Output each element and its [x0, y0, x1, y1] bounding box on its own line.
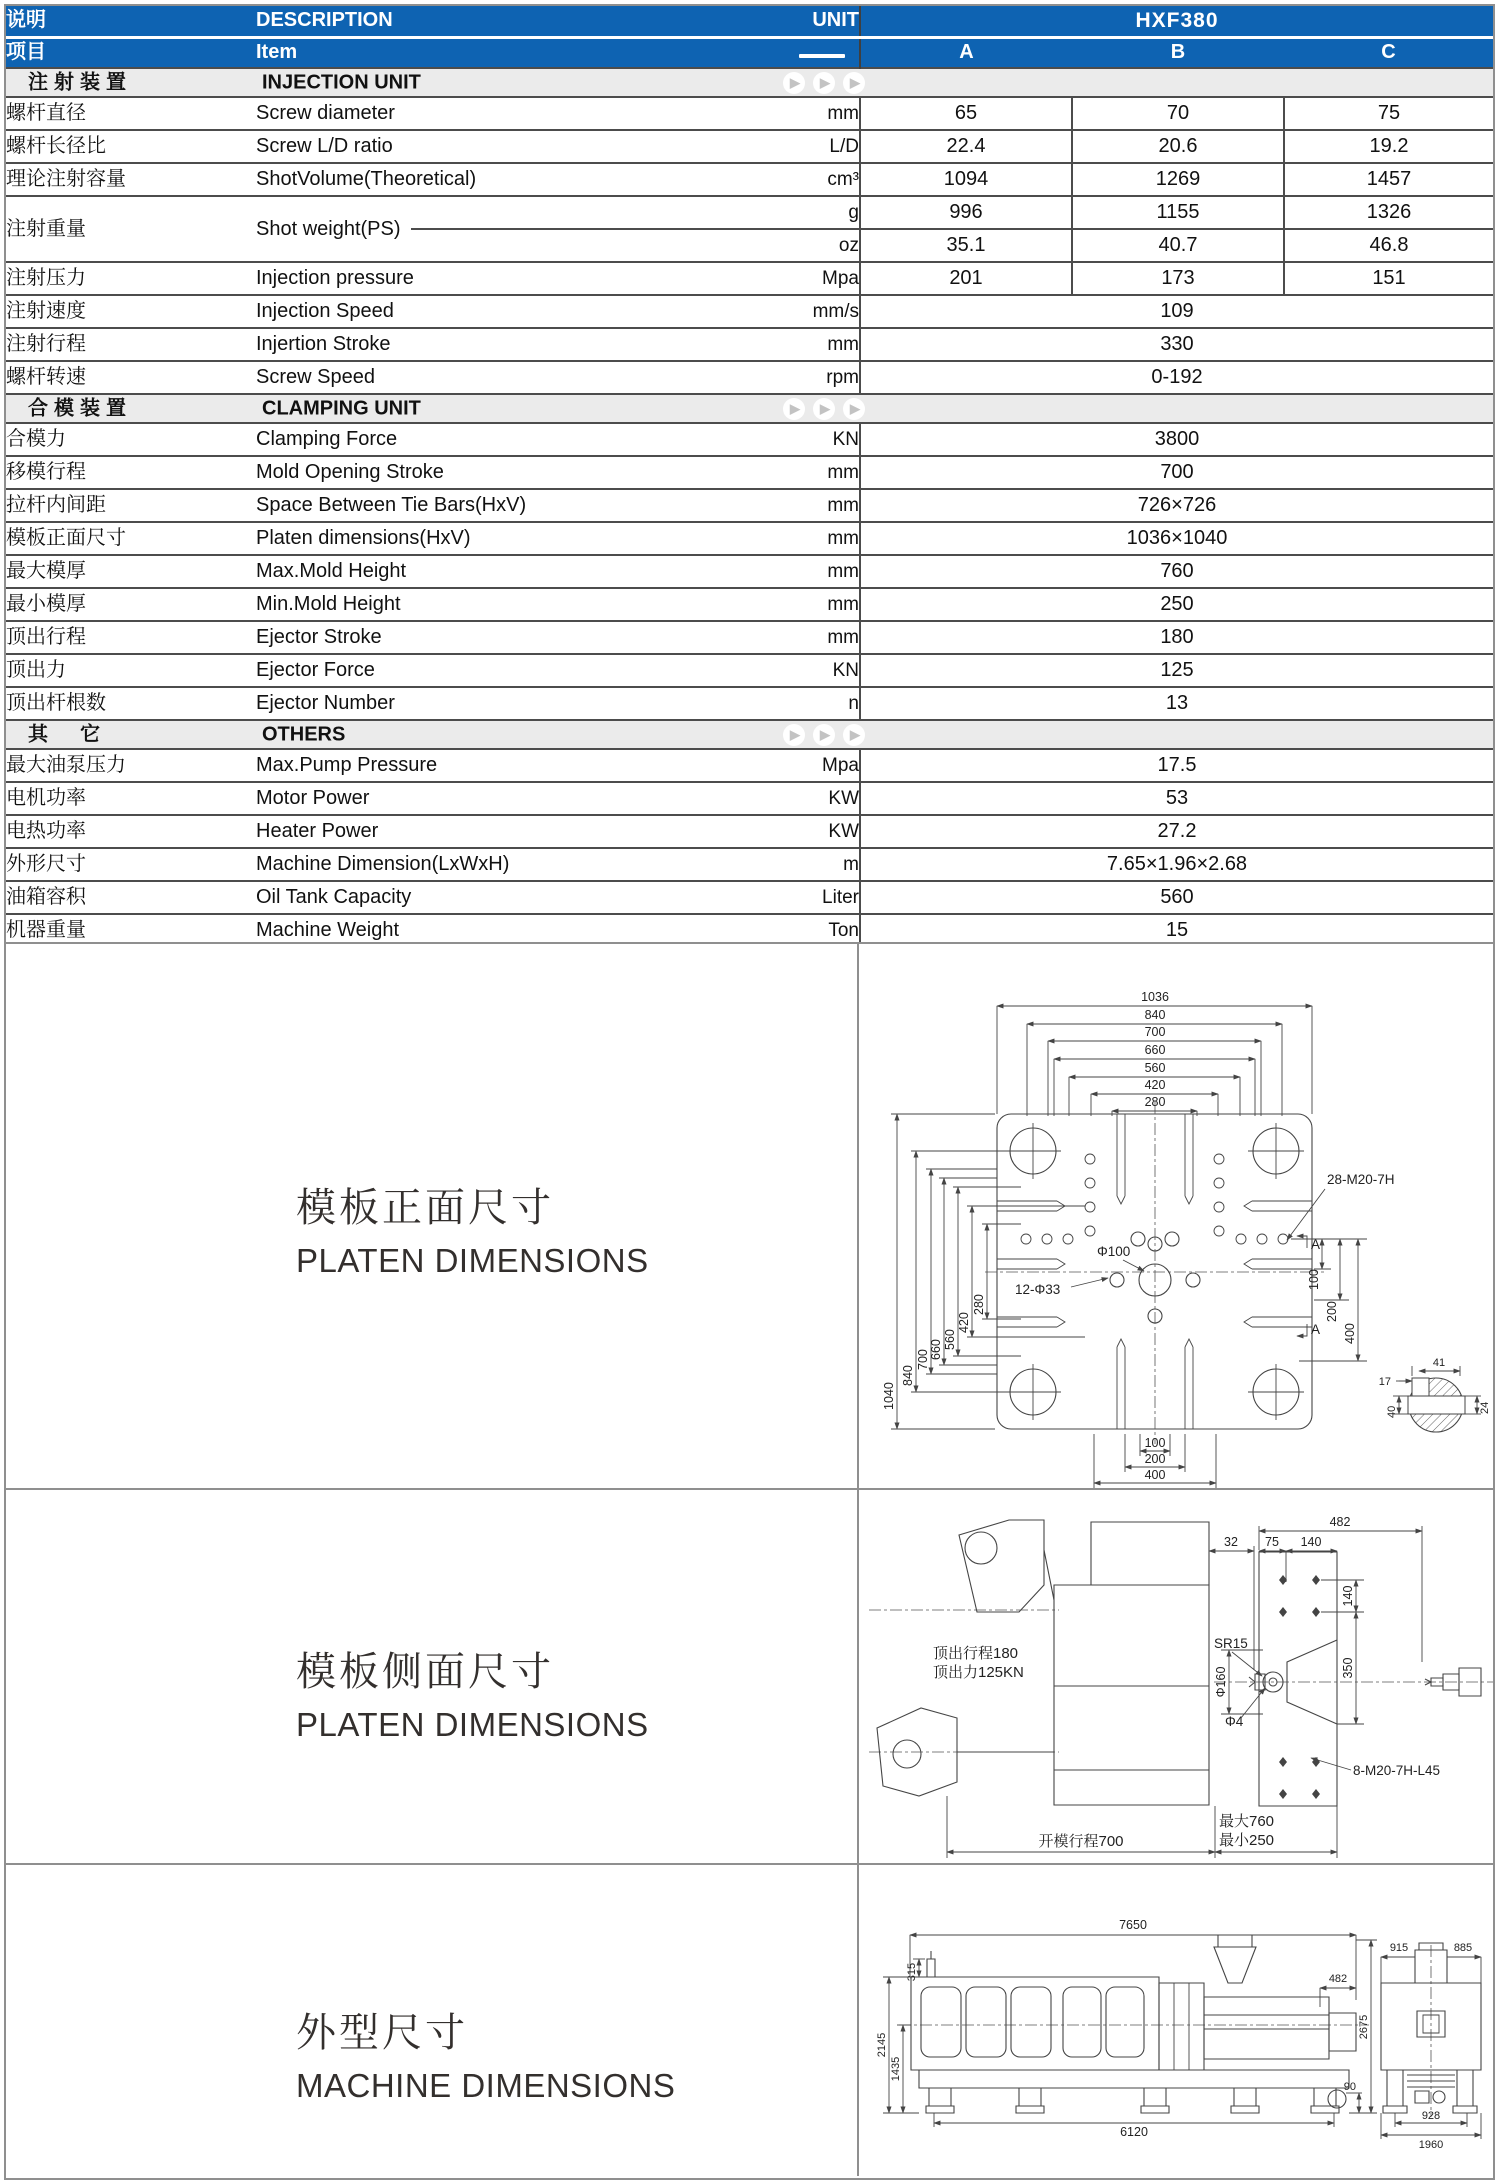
- section-chevrons: [783, 72, 865, 94]
- dim-right-100: 100: [1307, 1269, 1321, 1290]
- variant-b-header: B: [1072, 37, 1284, 68]
- table-row: [6, 489, 1493, 522]
- panel-title-cn: 模板正面尺寸: [296, 1186, 554, 1230]
- ejector-force-note: 顶出力125KN: [933, 1664, 1024, 1681]
- row-label-en: Ejector Stroke: [256, 621, 694, 654]
- dim-top-420: 420: [1144, 1078, 1166, 1092]
- value-cell-span: 7.65×1.96×2.68: [860, 848, 1493, 881]
- diagram-panels: [6, 942, 1493, 2176]
- table-row: [6, 262, 1493, 295]
- dim-left-560: 560: [943, 1329, 957, 1350]
- chevron-right-icon: ▶: [783, 724, 805, 746]
- value-cell-span: 3800: [860, 423, 1493, 456]
- row-label-en: Screw L/D ratio: [256, 130, 694, 163]
- panel-title-en: MACHINE DIMENSIONS: [296, 2067, 676, 2104]
- dim-482-side: 482: [1328, 1973, 1348, 1985]
- row-unit: KN: [694, 654, 860, 687]
- row-label-en: Motor Power: [256, 782, 694, 815]
- section-mark-a2: A: [1311, 1322, 1321, 1337]
- table-row: [6, 621, 1493, 654]
- panel-platen-side: [6, 1488, 1493, 1863]
- panel-title-cn: 外型尺寸: [296, 2011, 468, 2055]
- section-title-en: OTHERS: [262, 723, 346, 745]
- row-label-en: Injertion Stroke: [256, 328, 694, 361]
- platen-side-diagram: [859, 1490, 1493, 1865]
- row-label-cn: 注射压力: [6, 262, 256, 295]
- value-cell-c: 75: [1284, 97, 1493, 130]
- dim-6120: 6120: [1120, 2125, 1148, 2139]
- dim-left-660: 660: [929, 1339, 943, 1360]
- row-unit: mm: [694, 621, 860, 654]
- row-unit: m: [694, 848, 860, 881]
- row-label-cn: 顶出杆根数: [6, 687, 256, 720]
- table-row: [6, 588, 1493, 621]
- chevron-right-icon: ▶: [843, 398, 865, 420]
- header-row-1: [6, 6, 1493, 37]
- opening-stroke-note: 开模行程700: [1038, 1833, 1124, 1850]
- value-cell-span: 180: [860, 621, 1493, 654]
- table-row: [6, 749, 1493, 782]
- section-chevrons: [783, 398, 865, 420]
- table-row: [6, 522, 1493, 555]
- header-cn-label: 说明: [6, 6, 256, 37]
- section-title-cn: 其 它: [28, 723, 106, 745]
- row-label-cn: 合模力: [6, 423, 256, 456]
- value-cell-span: 13: [860, 687, 1493, 720]
- value-cell-a: 1094: [860, 163, 1072, 196]
- row-label-cn: 油箱容积: [6, 881, 256, 914]
- row-label-en: Max.Mold Height: [256, 555, 694, 588]
- table-row: [6, 555, 1493, 588]
- header-item-cn: 项目: [6, 37, 256, 68]
- value-cell-span: 125: [860, 654, 1493, 687]
- value-cell-c: 1326: [1284, 196, 1493, 229]
- dim-2675: 2675: [1358, 2014, 1370, 2040]
- dim-885: 885: [1453, 1942, 1473, 1954]
- chevron-right-icon: ▶: [843, 724, 865, 746]
- row-label-cn: 电机功率: [6, 782, 256, 815]
- value-cell-span: 330: [860, 328, 1493, 361]
- table-row: [6, 782, 1493, 815]
- section-chevrons: [783, 724, 865, 746]
- value-cell-span: 726×726: [860, 489, 1493, 522]
- chevron-right-icon: ▶: [813, 398, 835, 420]
- dim-75: 75: [1265, 1535, 1279, 1549]
- table-row: [6, 361, 1493, 394]
- row-unit: KW: [694, 782, 860, 815]
- row-label-en: Space Between Tie Bars(HxV): [256, 489, 694, 522]
- row-label-cn: 注射行程: [6, 328, 256, 361]
- section-row: [6, 394, 1493, 423]
- value-cell-span: 700: [860, 456, 1493, 489]
- row-unit: mm: [694, 97, 860, 130]
- table-row: [6, 848, 1493, 881]
- variant-a-header: A: [860, 37, 1072, 68]
- header-unit-dash-cell: [694, 37, 860, 68]
- panel-platen-front-label: [296, 1176, 649, 1280]
- dim-left-280: 280: [972, 1294, 986, 1315]
- dim-right-200: 200: [1325, 1301, 1339, 1322]
- value-cell-a: 201: [860, 262, 1072, 295]
- value-cell-span: 0-192: [860, 361, 1493, 394]
- chevron-right-icon: ▶: [843, 72, 865, 94]
- row-label-en: Oil Tank Capacity: [256, 881, 694, 914]
- row-label-cn: 机器重量: [6, 914, 256, 947]
- dim-1435: 1435: [890, 2056, 902, 2082]
- row-label-cn: 模板正面尺寸: [6, 522, 256, 555]
- dim-top-1036: 1036: [1141, 990, 1169, 1004]
- panel-machine-dimensions: [6, 1863, 1493, 2176]
- row-label-cn: 螺杆直径: [6, 97, 256, 130]
- value-cell-span: 760: [860, 555, 1493, 588]
- unit-dash-icon: [799, 54, 845, 58]
- row-label-en: Heater Power: [256, 815, 694, 848]
- value-cell-a: 22.4: [860, 130, 1072, 163]
- table-row: [6, 423, 1493, 456]
- row-unit: cm³: [694, 163, 860, 196]
- table-row: [6, 328, 1493, 361]
- dim-top-840: 840: [1144, 1008, 1166, 1022]
- row-unit: Mpa: [694, 262, 860, 295]
- row-label-en: Min.Mold Height: [256, 588, 694, 621]
- header-item-label: Item: [256, 37, 694, 68]
- panel-title-en: PLATEN DIMENSIONS: [296, 1706, 649, 1743]
- table-row: [6, 881, 1493, 914]
- max-mold-note: 最大760: [1219, 1813, 1275, 1830]
- row-label-en: Ejector Number: [256, 687, 694, 720]
- dim-bottom-100: 100: [1144, 1436, 1166, 1450]
- detail-dim-24: 24: [1479, 1401, 1491, 1414]
- dim-1960: 1960: [1418, 2139, 1444, 2151]
- dim-left-420: 420: [957, 1312, 971, 1333]
- table-row: [6, 687, 1493, 720]
- platen-front-diagram: [859, 944, 1493, 1490]
- row-label-cn: 最大油泵压力: [6, 749, 256, 782]
- bolts-note: 8-M20-7H-L45: [1353, 1763, 1441, 1778]
- header-unit-label: UNIT: [694, 6, 860, 37]
- dia-160-label: Φ160: [1214, 1666, 1228, 1698]
- row-label-cn: 电热功率: [6, 815, 256, 848]
- table-row: [6, 97, 1493, 130]
- table-row: [6, 295, 1493, 328]
- table-row: [6, 815, 1493, 848]
- value-cell-span: 109: [860, 295, 1493, 328]
- dim-bottom-400: 400: [1144, 1468, 1166, 1482]
- header-row-2: [6, 37, 1493, 68]
- row-label-cn: 理论注射容量: [6, 163, 256, 196]
- detail-dim-40: 40: [1386, 1405, 1398, 1418]
- dim-32: 32: [1224, 1535, 1238, 1549]
- row-unit: mm: [694, 522, 860, 555]
- row-label-cn: 注射速度: [6, 295, 256, 328]
- value-cell-span: 27.2: [860, 815, 1493, 848]
- row-label-en: [256, 196, 694, 262]
- row-unit: Liter: [694, 881, 860, 914]
- table-row: [6, 163, 1493, 196]
- row-unit: mm: [694, 328, 860, 361]
- detail-dim-41: 41: [1432, 1357, 1446, 1369]
- dim-top-660: 660: [1144, 1043, 1166, 1057]
- dim-928: 928: [1421, 2110, 1441, 2122]
- row-unit: g: [694, 196, 860, 229]
- value-cell-a: 996: [860, 196, 1072, 229]
- row-label-cn: 最小模厚: [6, 588, 256, 621]
- table-row: [6, 196, 1493, 229]
- panel-machine-label: [296, 2001, 675, 2105]
- panel-title-cn: 模板侧面尺寸: [296, 1650, 554, 1694]
- table-row: [6, 654, 1493, 687]
- table-row: [6, 456, 1493, 489]
- dim-482: 482: [1329, 1515, 1351, 1529]
- row-label-en: Clamping Force: [256, 423, 694, 456]
- row-label-en: Injection pressure: [256, 262, 694, 295]
- label-leader-line: [411, 228, 694, 230]
- value-cell-a: 35.1: [860, 229, 1072, 262]
- row-unit: mm/s: [694, 295, 860, 328]
- row-unit: KN: [694, 423, 860, 456]
- dim-2145: 2145: [876, 2032, 888, 2058]
- section-mark-a1: A: [1311, 1237, 1321, 1252]
- section-row: [6, 720, 1493, 749]
- dim-top-560: 560: [1144, 1061, 1166, 1075]
- value-cell-span: 1036×1040: [860, 522, 1493, 555]
- panel-platen-front: [6, 942, 1493, 1488]
- detail-dim-17: 17: [1378, 1376, 1391, 1388]
- value-cell-c: 46.8: [1284, 229, 1493, 262]
- model-name: HXF380: [860, 6, 1493, 37]
- row-unit: Ton: [694, 914, 860, 947]
- value-cell-b: 1269: [1072, 163, 1284, 196]
- row-label-en: Platen dimensions(HxV): [256, 522, 694, 555]
- bolt-pattern-label: 28-M20-7H: [1327, 1172, 1395, 1187]
- row-unit: mm: [694, 555, 860, 588]
- spec-table: [6, 6, 1493, 948]
- row-unit: KW: [694, 815, 860, 848]
- row-label-cn: 注射重量: [6, 196, 256, 262]
- value-cell-span: 53: [860, 782, 1493, 815]
- row-label-cn: 移模行程: [6, 456, 256, 489]
- row-label-en: Mold Opening Stroke: [256, 456, 694, 489]
- row-label-en: Machine Weight: [256, 914, 694, 947]
- row-label-en: Injection Speed: [256, 295, 694, 328]
- panel-platen-side-label: [296, 1640, 649, 1744]
- value-cell-b: 40.7: [1072, 229, 1284, 262]
- row-label-cn: 最大模厚: [6, 555, 256, 588]
- dim-350: 350: [1341, 1657, 1355, 1679]
- value-cell-span: 15: [860, 914, 1493, 947]
- dim-left-700: 700: [916, 1349, 930, 1370]
- row-label-cn: 拉杆内间距: [6, 489, 256, 522]
- value-cell-c: 151: [1284, 262, 1493, 295]
- row-label-en-text: Shot weight(PS): [256, 217, 401, 240]
- chevron-right-icon: ▶: [783, 398, 805, 420]
- section-title-cn: 合模装置: [28, 397, 132, 419]
- row-label-cn: 顶出行程: [6, 621, 256, 654]
- dim-7650: 7650: [1119, 1918, 1147, 1932]
- row-unit: L/D: [694, 130, 860, 163]
- row-label-cn: 外形尺寸: [6, 848, 256, 881]
- row-label-en: Screw Speed: [256, 361, 694, 394]
- dim-bottom-200: 200: [1144, 1452, 1166, 1466]
- section-title-cn: 注射装置: [28, 71, 132, 93]
- chevron-right-icon: ▶: [813, 72, 835, 94]
- table-row: [6, 130, 1493, 163]
- value-cell-b: 20.6: [1072, 130, 1284, 163]
- spec-sheet: [4, 4, 1495, 2180]
- row-unit: mm: [694, 588, 860, 621]
- row-unit: oz: [694, 229, 860, 262]
- row-unit: Mpa: [694, 749, 860, 782]
- row-unit: n: [694, 687, 860, 720]
- dim-915: 915: [1389, 1942, 1409, 1954]
- value-cell-a: 65: [860, 97, 1072, 130]
- value-cell-b: 70: [1072, 97, 1284, 130]
- dim-right-400: 400: [1343, 1323, 1357, 1344]
- value-cell-c: 1457: [1284, 163, 1493, 196]
- panel-title-en: PLATEN DIMENSIONS: [296, 1242, 649, 1279]
- chevron-right-icon: ▶: [783, 72, 805, 94]
- row-unit: mm: [694, 456, 860, 489]
- value-cell-span: 560: [860, 881, 1493, 914]
- section-row: [6, 68, 1493, 97]
- dim-left-1040: 1040: [882, 1382, 896, 1410]
- variant-c-header: C: [1284, 37, 1493, 68]
- chevron-right-icon: ▶: [813, 724, 835, 746]
- dim-315: 315: [906, 1962, 918, 1982]
- dim-90: 90: [1343, 2081, 1356, 2093]
- ejector-stroke-note: 顶出行程180: [933, 1645, 1019, 1662]
- row-label-en: Ejector Force: [256, 654, 694, 687]
- row-label-en: Machine Dimension(LxWxH): [256, 848, 694, 881]
- dim-left-840: 840: [901, 1365, 915, 1386]
- sr15-label: SR15: [1214, 1636, 1248, 1651]
- row-label-cn: 顶出力: [6, 654, 256, 687]
- center-hole-label: Φ100: [1097, 1244, 1131, 1259]
- section-title-en: CLAMPING UNIT: [262, 397, 421, 419]
- machine-dimensions-diagram: [859, 1865, 1493, 2178]
- row-label-en: Screw diameter: [256, 97, 694, 130]
- value-cell-span: 250: [860, 588, 1493, 621]
- value-cell-b: 173: [1072, 262, 1284, 295]
- row-label-en: ShotVolume(Theoretical): [256, 163, 694, 196]
- min-mold-note: 最小250: [1219, 1832, 1275, 1849]
- value-cell-c: 19.2: [1284, 130, 1493, 163]
- row-unit: rpm: [694, 361, 860, 394]
- dim-top-700: 700: [1144, 1025, 1166, 1039]
- value-cell-span: 17.5: [860, 749, 1493, 782]
- row-label-en: Max.Pump Pressure: [256, 749, 694, 782]
- row-unit: mm: [694, 489, 860, 522]
- dia-4-label: Φ4: [1225, 1714, 1244, 1729]
- dim-140-top: 140: [1300, 1535, 1322, 1549]
- ejector-holes-label: 12-Φ33: [1015, 1282, 1061, 1297]
- dim-top-280: 280: [1144, 1095, 1166, 1109]
- row-label-cn: 螺杆长径比: [6, 130, 256, 163]
- value-cell-b: 1155: [1072, 196, 1284, 229]
- dim-140-right: 140: [1341, 1585, 1355, 1607]
- row-label-cn: 螺杆转速: [6, 361, 256, 394]
- section-title-en: INJECTION UNIT: [262, 71, 421, 93]
- header-description-label: DESCRIPTION: [256, 6, 694, 37]
